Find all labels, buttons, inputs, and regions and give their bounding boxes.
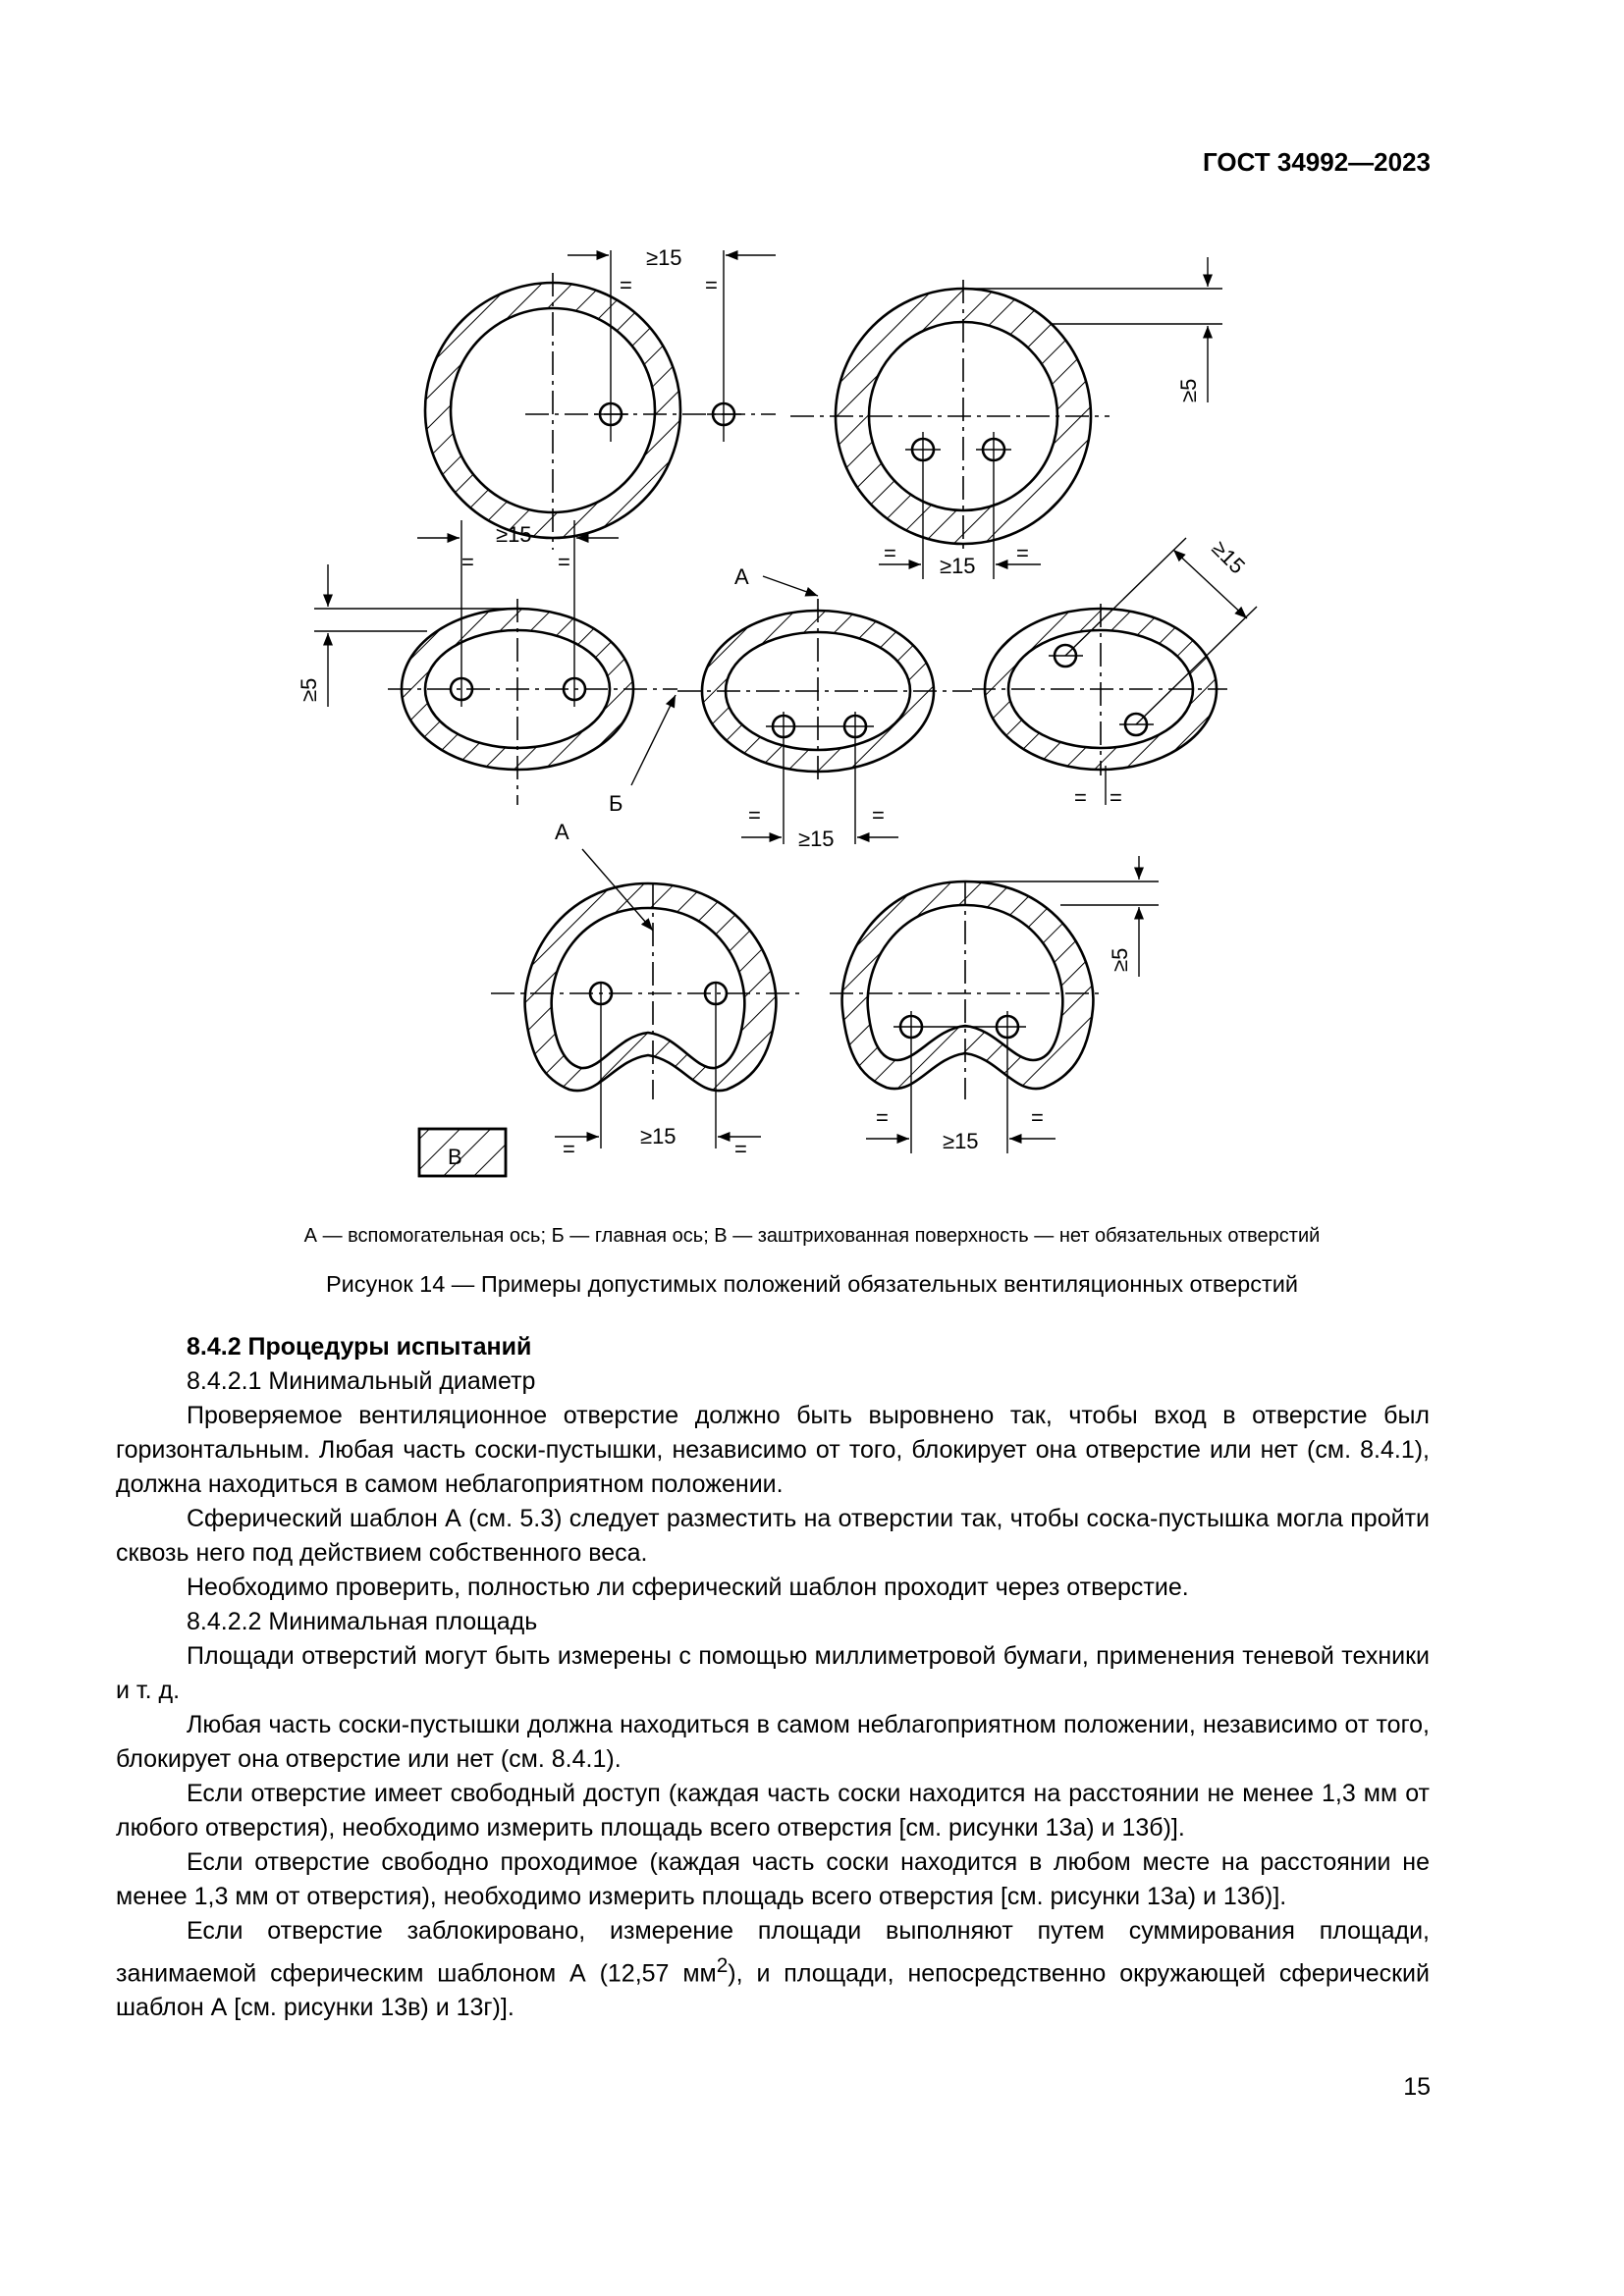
dim-ellipse1-spacing: ≥15 bbox=[496, 522, 532, 547]
dim-eq: = bbox=[620, 273, 632, 297]
dim-cherry1-spacing: ≥15 bbox=[640, 1124, 677, 1148]
dim-eq: = bbox=[1031, 1105, 1044, 1130]
label-auxiliary-axis: А bbox=[734, 564, 749, 589]
shield-cherry-1 bbox=[491, 849, 805, 1148]
label-hatched-surface: В bbox=[448, 1145, 462, 1169]
superscript: 2 bbox=[716, 1954, 729, 1977]
dim-ellipse3-spacing: ≥15 bbox=[1207, 535, 1250, 579]
dim-eq: = bbox=[1074, 785, 1087, 810]
section-heading: 8.4.2 Процедуры испытаний bbox=[187, 1333, 532, 1361]
dim-eq: = bbox=[876, 1105, 889, 1130]
dim-ellipse1-wall: ≥5 bbox=[297, 677, 321, 702]
dim-eq: = bbox=[563, 1137, 575, 1161]
dim-ellipse2-spacing: ≥15 bbox=[798, 827, 835, 851]
label-auxiliary-axis: А bbox=[555, 820, 569, 844]
paragraph: Если отверстие свободно проходимое (каждая часть соски находится в любом месте на расстоянии не менее 1,3 мм от отверстия), необходимо измерить площадь всего отверстия [см. рисунки 13а) и 13б)]. bbox=[116, 1848, 1430, 1910]
paragraph: Необходимо проверить, полностью ли сферический шаблон проходит через отверстие. bbox=[187, 1574, 1189, 1601]
shield-ellipse-2 bbox=[631, 576, 972, 844]
dim-eq: = bbox=[734, 1137, 747, 1161]
paragraph-part: ), и площади, непосредственно окружающей сферический шаблон А [см. рисунки 13в) и 13г)]. bbox=[116, 1959, 1430, 2022]
dim-eq: = bbox=[872, 803, 885, 828]
figure-legend: А — вспомогательная ось; Б — главная ось; В — заштрихованная поверхность — нет обязательных отверстий bbox=[303, 1225, 1321, 1247]
paragraph: Проверяемое вентиляционное отверстие должно быть выровнено так, чтобы вход в отверстие был горизонтальным. Любая часть соски-пустышки, независимо от того, блокирует она отверстие или нет (см. 8.4.1), должна находиться в самом неблагоприятном положении. bbox=[116, 1402, 1430, 1498]
label-main-axis: Б bbox=[609, 791, 623, 816]
dim-eq: = bbox=[461, 550, 474, 574]
shield-circle-2 bbox=[790, 257, 1222, 579]
dim-circle2-spacing: ≥15 bbox=[940, 554, 976, 578]
dim-eq: = bbox=[884, 541, 896, 565]
dim-eq: = bbox=[705, 273, 718, 297]
figure-caption: Рисунок 14 — Примеры допустимых положений обязательных вентиляционных отверстий bbox=[325, 1271, 1298, 1297]
paragraph: Площади отверстий могут быть измерены с помощью миллиметровой бумаги, применения теневой техники и т. д. bbox=[116, 1642, 1430, 1704]
dim-eq: = bbox=[748, 803, 761, 828]
subsection-heading: 8.4.2.1 Минимальный диаметр bbox=[187, 1367, 536, 1395]
paragraph-part: Если отверстие заблокировано, измерение площади выполняют путем суммирования площади, занимаемой сферическим шаблоном А (12,57 мм bbox=[116, 1917, 1430, 1988]
page-number: 15 bbox=[1403, 2073, 1431, 2101]
document-header: ГОСТ 34992—2023 bbox=[1203, 147, 1431, 177]
shield-ellipse-3 bbox=[972, 535, 1257, 805]
hatched-surface-sample bbox=[419, 1129, 506, 1176]
paragraph: Если отверстие имеет свободный доступ (каждая часть соски находится на расстоянии не менее 1,3 мм от любого отверстия), необходимо измерить площадь всего отверстия [см. рисунки 13а) и 13б)]. bbox=[116, 1780, 1430, 1842]
dim-eq: = bbox=[1110, 785, 1122, 810]
body-text bbox=[116, 1330, 1430, 2025]
shield-ellipse-1 bbox=[314, 520, 677, 805]
paragraph bbox=[116, 1914, 1430, 2025]
dim-eq: = bbox=[1016, 541, 1029, 565]
dim-eq: = bbox=[558, 550, 570, 574]
paragraph: Любая часть соски-пустышки должна находиться в самом неблагоприятном положении, независимо от того, блокирует она отверстие или нет (см. 8.4.1). bbox=[116, 1711, 1430, 1773]
paragraph: Сферический шаблон А (см. 5.3) следует разместить на отверстии так, чтобы соска-пустышка могла пройти сквозь него под действием собственного веса. bbox=[116, 1505, 1430, 1567]
dim-cherry2-spacing: ≥15 bbox=[943, 1129, 979, 1153]
dim-circle2-wall: ≥5 bbox=[1176, 378, 1201, 402]
shield-circle-1 bbox=[425, 250, 776, 550]
subsection-heading: 8.4.2.2 Минимальная площадь bbox=[187, 1608, 538, 1635]
dim-circle1-spacing: ≥15 bbox=[646, 245, 682, 270]
dim-cherry2-wall: ≥5 bbox=[1108, 947, 1132, 972]
